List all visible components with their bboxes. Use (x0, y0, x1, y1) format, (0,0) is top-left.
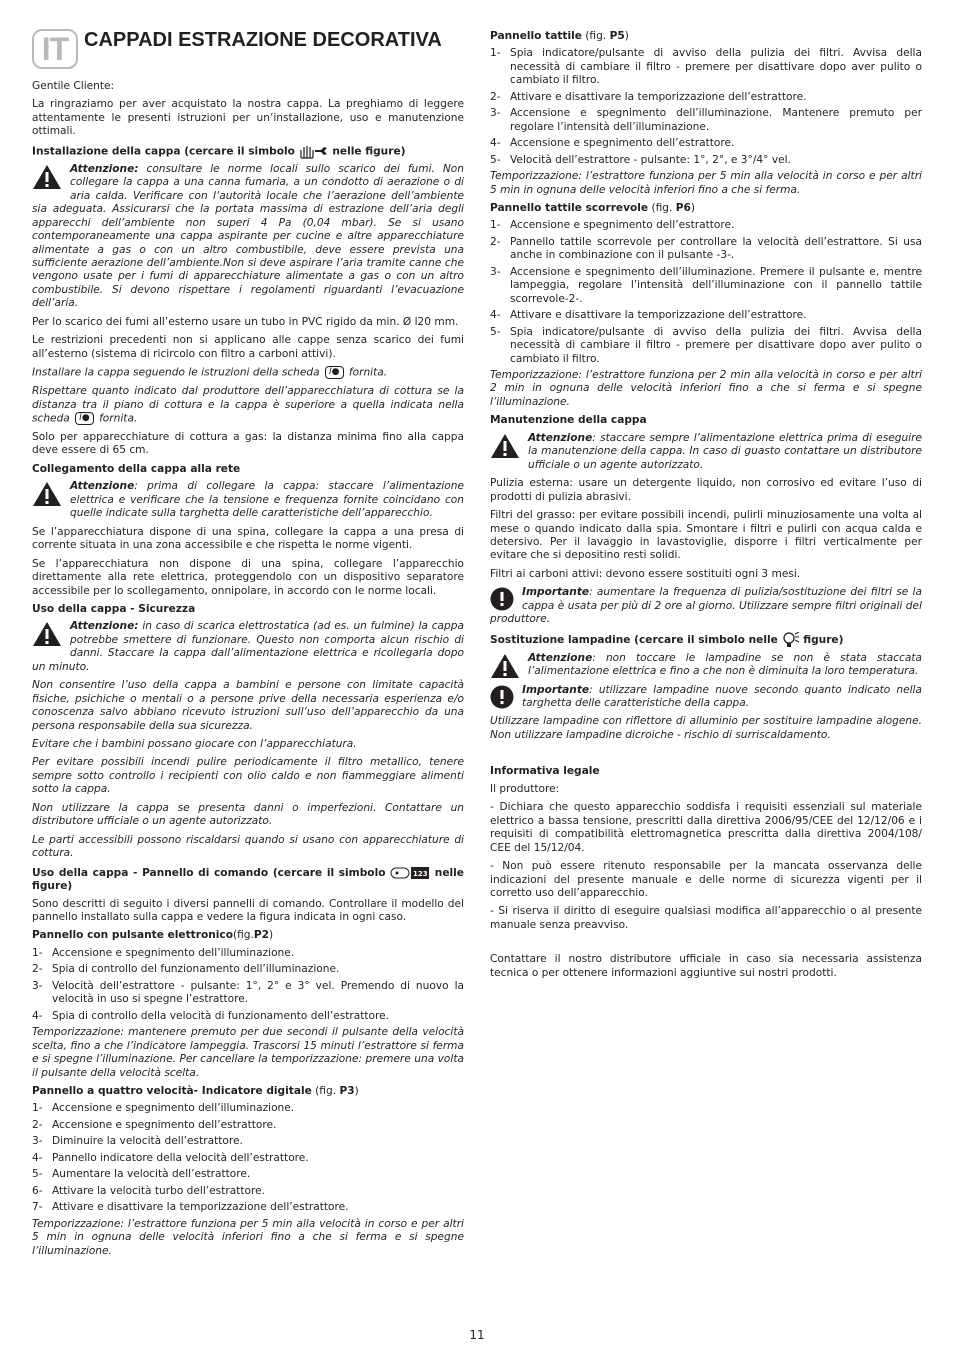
p3-timer: Temporizzazione: l’estrattore funziona per 5 min alla velocità in corso e per altri 5 min in ognuna delle velocità inferiori fino a che si ferma e si spegne l’illuminazione. (32, 1217, 464, 1257)
warning-triangle-icon (490, 433, 520, 459)
gas-distance: Solo per apparecchiature di cottura a gas: la distanza minima fino alla cappa deve essere di 65 cm. (32, 430, 464, 457)
list-item: 1- Accensione e spegnimento dell’illuminazione. (32, 946, 295, 959)
carbon-filters: Filtri ai carboni attivi: devono essere sostituiti ogni 3 mesi. (490, 567, 801, 580)
list-item: 1- Accensione e spegnimento dell’illuminazione. (32, 1102, 295, 1115)
maintenance-heading: Manutenzione della cappa (490, 414, 647, 427)
important-note-1: Importante: aumentare la frequenza di pulizia/sostituzione dei filtri se la cappa è usata per più di 2 ore al giorno. Utilizzare sempre filtri originali del produttore. (490, 586, 922, 626)
noplug-note: Se l’apparecchiatura non dispone di una spina, collegare l’apparecchio direttamente alla rete elettrica, proteggendolo con un dispositivo separatore accessibile per lo scollegamento, onnipolare, in accordo con le norme locali. (32, 557, 464, 597)
plug-note: Se l’apparecchiatura dispone di una spina, collegare la cappa a una presa di corrente situata in una zona accessibile e che rispetta le norme vigenti. (32, 525, 464, 552)
title-row (32, 28, 464, 70)
p2-heading: Pannello con pulsante elettronico(fig.P2) (32, 929, 274, 942)
right-column (490, 28, 922, 985)
play-note: Evitare che i bambini possano giocare con l’apparecchiatura. (32, 738, 357, 751)
legal-3: - Si riserva il diritto di eseguire qualsiasi modifica all’apparecchio o al presente manuale senza preavviso. (490, 905, 922, 931)
restrictions: Le restrizioni precedenti non si applicano alle cappe senza scarico dei fumi all’esterno (sistema di ricircolo con filtro a carboni attivi). (32, 334, 464, 360)
sheet-icon: I● (325, 366, 344, 379)
list-item: 2- Accensione e spegnimento dell’estrattore. (32, 1118, 277, 1131)
p5-timer: Temporizzazione: l’estrattore funziona per 5 min alla velocità in corso e per altri 5 min in ognuna delle velocità inferiori fino a che si ferma. (490, 170, 922, 196)
legal-2: - Non può essere ritenuto responsabile per la mancata osservanza delle indicazioni del presente manuale e delle norme di sicurezza vigenti per il corretto uso dell’apparecchio. (490, 860, 922, 900)
maintenance-warning: Attenzione: staccare sempre l’alimentazione elettrica prima di eseguire la manutenzione della cappa. In caso di guasto contattare un distributore ufficiale o un agente autorizzato. (490, 432, 922, 472)
list-item: 4- Accensione e spegnimento dell’estrattore. (490, 137, 735, 150)
bulb-icon (782, 632, 800, 648)
panel-heading: Uso della cappa - Pannello di comando (cercare il simbolo 123 nelle figure) (32, 866, 464, 893)
p5-list (490, 47, 922, 167)
pvc-note: Per lo scarico dei fumi all’esterno usare un tubo in PVC rigido da min. Ø l20 mm. (32, 315, 459, 328)
lamp-heading: Sostituzione lampadine (cercare il simbolo nelle figure) (490, 633, 844, 646)
list-item: 3- Accensione e spegnimento dell’illuminazione. Mantenere premuto per regolare l’intensità dell’illuminazione. (490, 107, 922, 133)
list-item: 3- Velocità dell’estrattore - pulsante: 1°, 2° e 3° vel. Premendo di nuovo la velocità in uso si spegne l’estrattore. (32, 979, 464, 1006)
contact-note: Contattare il nostro distributore ufficiale in caso sia necessaria assistenza tecnica o per ottenere informazioni aggiuntive sui nostri prodotti. (490, 953, 922, 979)
p3-list (32, 1102, 464, 1214)
svg-text:123: 123 (413, 869, 428, 878)
legal-heading: Informativa legale (490, 765, 600, 778)
p6-heading: Pannello tattile scorrevole (fig. P6) (490, 201, 696, 214)
install-warning: Attenzione: consultare le norme locali sullo scarico dei fumi. Non collegare la cappa a una canna fumaria, a un condotto di aerazione o di aria calda. Verificare con l’autorità locale che l’aerazione dell’ambiente sia adeguata. Assicurarsi che la portata massima di estrazione dell’aria degli apparecchi dell’ambiente non superi 4 Pa (0,04 mbar). Se si usano contemporaneamente una cappa aspirante per cucine e altre apparecchiature alimentate a gas o con un altro combustibile, deve essere prevista una sufficiente aerazione dell’ambiente.Non si deve aspirare l’aria tramite canne che vengono usate per i fumi di apparecchiature alimentate a gas o con un altro combustibile. Si devono rispettare i regolamenti riguardanti l’evacuazione dell’aria. (32, 162, 464, 310)
lamp-warning: Attenzione: non toccare le lampadine se non è stata staccata l’alimentazione elettrica e fino a che non è diminuita la loro temperatura. (490, 652, 922, 679)
list-item: 4- Spia di controllo della velocità di funzionamento dell’estrattore. (32, 1009, 390, 1022)
p5-heading: Pannello tattile (fig. P5) (490, 30, 629, 42)
exclamation-circle-icon (490, 587, 514, 611)
fires-note: Per evitare possibili incendi pulire periodicamente il filtro metallico, tenere sempre sotto controllo i recipienti con olio caldo e non fiammeggiare alimenti sotto la cappa. (32, 756, 464, 796)
list-item: 5- Velocità dell’estrattore - pulsante: 1°, 2°, e 3°/4° vel. (490, 153, 791, 166)
respect-note: Rispettare quanto indicato dal produttore dell’apparecchiatura di cottura se la distanza tra il piano di cottura e la cappa è superiore a quella indicata nella scheda I● fornita. (32, 385, 464, 425)
damage-note: Non utilizzare la cappa se presenta danni o imperfezioni. Contattare un distributore ufficiale o un agente autorizzato. (32, 801, 464, 828)
safety-heading: Uso della cappa - Sicurezza (32, 602, 196, 615)
left-column (32, 28, 464, 1263)
intro: La ringraziamo per aver acquistato la nostra cappa. La preghiamo di leggere attentamente le presenti istruzioni per un’installazione, uso e manutenzione ottimali. (32, 98, 464, 138)
panel-desc: Sono descritti di seguito i diversi pannelli di comando. Controllare il modello del pannello installato sulla cappa e vedere la figura indicata in ogni caso. (32, 897, 464, 924)
list-item: 5- Aumentare la velocità dell’estrattore. (32, 1168, 251, 1181)
list-item: 2- Pannello tattile scorrevole per controllare la velocità dell’estrattore. Si usa anche in combinazione con il pulsante -3-. (490, 235, 922, 262)
hot-parts-note: Le parti accessibili possono riscaldarsi quando si usano con apparecchiature di cottura. (32, 833, 464, 860)
p6-list (490, 219, 922, 366)
list-item: 4- Pannello indicatore della velocità dell’estrattore. (32, 1151, 309, 1164)
p3-heading: Pannello a quattro velocità- Indicatore digitale (fig. P3) (32, 1085, 359, 1097)
p2-timer: Temporizzazione: mantenere premuto per due secondi il pulsante della velocità scelta, fino a che l’indicatore lampeggia. Trascorsi 15 minuti l’estrattore si ferma e si spegne l’illuminazione. Per cancellare la temporizzazione: premere una volta il pulsante della velocità scelta. (32, 1026, 464, 1079)
grid-heading: Collegamento della cappa alla rete (32, 462, 241, 475)
grid-warning: Attenzione: prima di collegare la cappa: staccare l’alimentazione elettrica e verificare che la tensione e frequenza fornite coincidano con quelle indicate sulla targhetta delle caratteristiche dell’apparecchio. (32, 480, 464, 520)
sheet-icon-2: I● (75, 412, 94, 425)
list-item: 1- Spia indicatore/pulsante di avviso della pulizia dei filtri. Avvisa della necessità di cambiare il filtro - premere per disattivare dopo aver pulito o cambiato il filtro. (490, 47, 922, 87)
warning-triangle-icon (32, 164, 62, 190)
producer-label: Il produttore: (490, 782, 560, 795)
list-item: 3- Diminuire la velocità dell’estrattore. (32, 1135, 243, 1148)
list-item: 4- Attivare e disattivare la temporizzazione dell’estrattore. (490, 309, 807, 322)
list-item: 7- Attivare e disattivare la temporizzazione dell’estrattore. (32, 1201, 349, 1214)
install-heading: Installazione della cappa (cercare il simbolo nelle figure) (32, 145, 406, 158)
list-item: 3- Accensione e spegnimento dell’illuminazione. Premere il pulsante e, mentre lampeggia, regolare l’intensità dell’illuminazione con il pannello tattile scorrevole-2-. (490, 265, 922, 305)
legal-1: - Dichiara che questo apparecchio soddisfa i requisiti essenziali sul materiale elettrico a bassa tensione, prescritti dalla direttiva 2006/95/CEE del 12/12/06 e i requisiti di compatibilità elettromagnetica prescritta dalla direttiva 2004/108/ CEE del 15/12/04. (490, 801, 922, 854)
warning-triangle-icon (32, 621, 62, 647)
exclamation-circle-icon (490, 685, 514, 709)
list-item: 1- Accensione e spegnimento dell’estrattore. (490, 219, 735, 232)
control-panel-icon (390, 866, 430, 880)
list-item: 2- Spia di controllo del funzionamento dell’illuminazione. (32, 963, 340, 976)
list-item: 2- Attivare e disattivare la temporizzazione dell’estrattore. (490, 90, 807, 103)
greeting: Gentile Cliente: (32, 80, 115, 92)
warning-triangle-icon (490, 653, 520, 679)
aluminium-note: Utilizzare lampadine con riflettore di alluminio per sostituire lampadine alogene. Non utilizzare lampadine dicroiche - rischio di surriscaldamento. (490, 715, 922, 741)
language-badge: IT (32, 29, 78, 69)
list-item: 5- Spia indicatore/pulsante di avviso della pulizia dei filtri. Avvisa della necessità di cambiare il filtro - premere per disattivare dopo aver pulito o cambiato il filtro. (490, 325, 922, 365)
hand-wrench-icon (299, 144, 329, 159)
p2-list (32, 947, 464, 1023)
p6-timer: Temporizzazione: l’estrattore funziona per 2 min alla velocità in corso e per altri 2 min in ognuna delle velocità inferiori fino a che si ferma e si spegne l’illuminazione. (490, 368, 922, 408)
list-item: 6- Attivare la velocità turbo dell’estrattore. (32, 1184, 266, 1197)
page-number: 11 (469, 1328, 485, 1342)
important-note-2: Importante: utilizzare lampadine nuove secondo quanto indicato nella targhetta delle caratteristiche della cappa. (490, 684, 922, 711)
install-sheet-note: Installare la cappa seguendo le istruzioni della scheda I● fornita. (32, 366, 388, 379)
children-note: Non consentire l’uso della cappa a bambini e persone con limitate capacità fisiche, psichiche o mentali o a persone prive della necessaria esperienza e/o conoscenza salvo abbiano ricevuto istruzioni sull’uso dell’apparecchio da una persona responsabile della sua sicurezza. (32, 679, 464, 732)
safety-warning: Attenzione: in caso di scarica elettrostatica (ad es. un fulmine) la cappa potrebbe smettere di funzionare. Questo non comporta alcun rischio di danni. Staccare la cappa dall’alimentazione elettrica e ricollegarla dopo un minuto. (32, 620, 464, 673)
grease-filters: Filtri del grasso: per evitare possibili incendi, pulirli minuziosamente una volta al mese o quando indicato dalla spia. Smontare i filtri e pulirli con acqua calda e detersivo. Per il lavaggio in lavastoviglie, disporre i filtri verticalmente per evitare che si depositino resti solidi. (490, 509, 922, 562)
external-cleaning: Pulizia esterna: usare un detergente liquido, non corrosivo ed evitare l’uso di prodotti di pulizia abrasivi. (490, 477, 922, 503)
warning-triangle-icon (32, 481, 62, 507)
page-title: CAPPADI ESTRAZIONE DECORATIVA (84, 29, 442, 52)
